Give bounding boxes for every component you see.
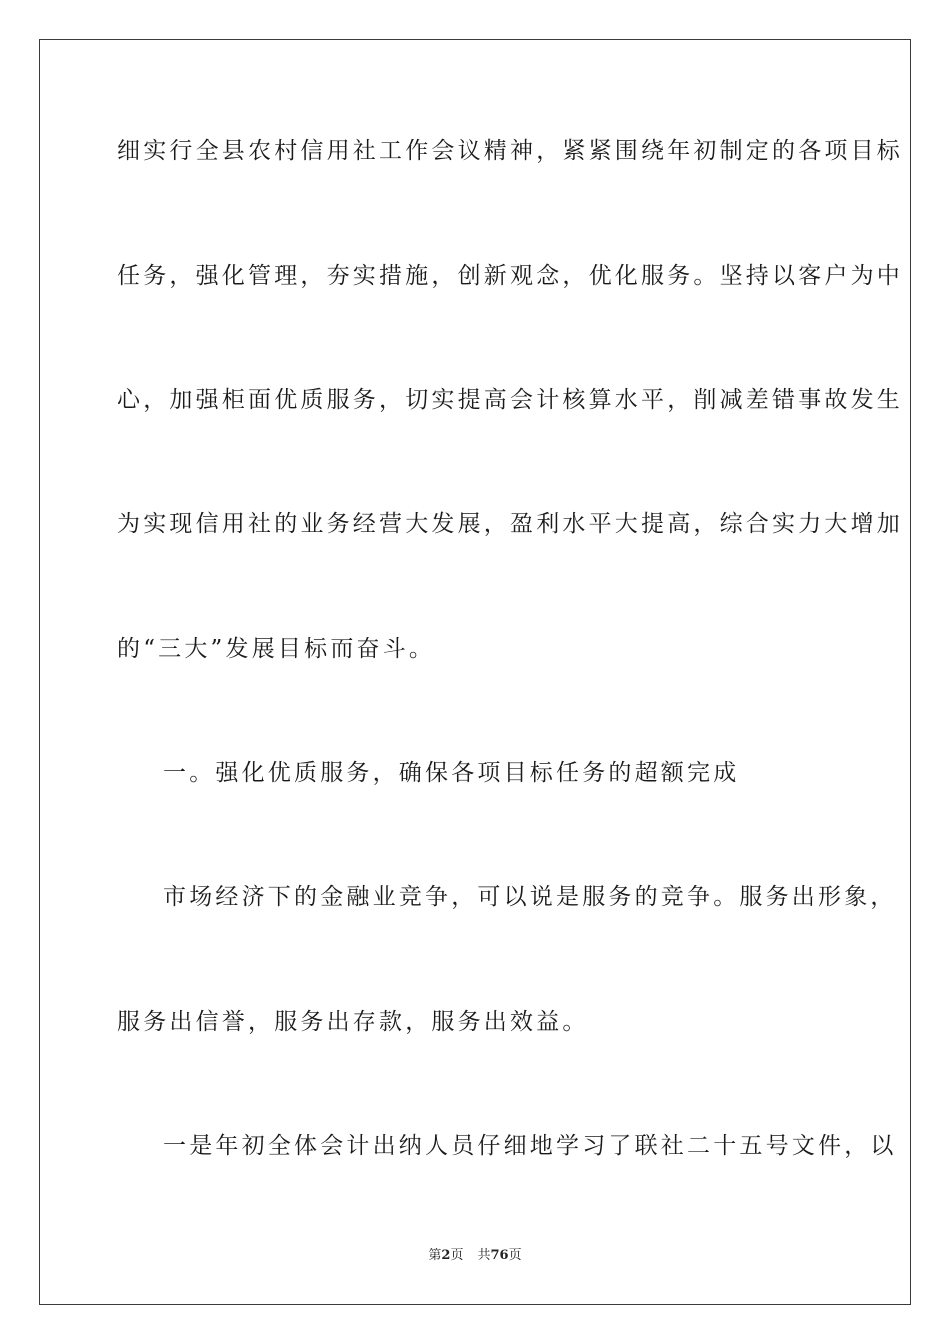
- total-suffix: 页: [508, 1248, 522, 1263]
- body-line-7: 市场经济下的金融业竞争，可以说是服务的竞争。服务出形象，: [163, 884, 897, 910]
- page-border: [39, 39, 911, 1305]
- total-pages: 76: [490, 1248, 509, 1263]
- total-prefix: 共: [477, 1248, 491, 1263]
- page-number: 2: [441, 1248, 451, 1263]
- body-line-1: 细实行全县农村信用社工作会议精神，紧紧围绕年初制定的各项目标: [117, 138, 903, 164]
- page-prefix: 第: [428, 1248, 442, 1263]
- page-suffix: 页: [450, 1248, 464, 1263]
- page-footer: [0, 1247, 950, 1265]
- body-line-4: 为实现信用社的业务经营大发展，盈利水平大提高，综合实力大增加: [117, 511, 903, 537]
- section-heading: 一。强化优质服务，确保各项目标任务的超额完成: [163, 760, 740, 786]
- body-line-5: 的“三大”发展目标而奋斗。: [117, 636, 436, 662]
- body-line-8: 服务出信誉，服务出存款，服务出效益。: [117, 1009, 589, 1035]
- body-line-9: 一是年初全体会计出纳人员仔细地学习了联社二十五号文件，以: [163, 1133, 897, 1159]
- body-line-2: 任务，强化管理，夯实措施，创新观念，优化服务。坚持以客户为中: [117, 263, 903, 289]
- body-line-3: 心，加强柜面优质服务，切实提高会计核算水平，削减差错事故发生: [117, 387, 903, 413]
